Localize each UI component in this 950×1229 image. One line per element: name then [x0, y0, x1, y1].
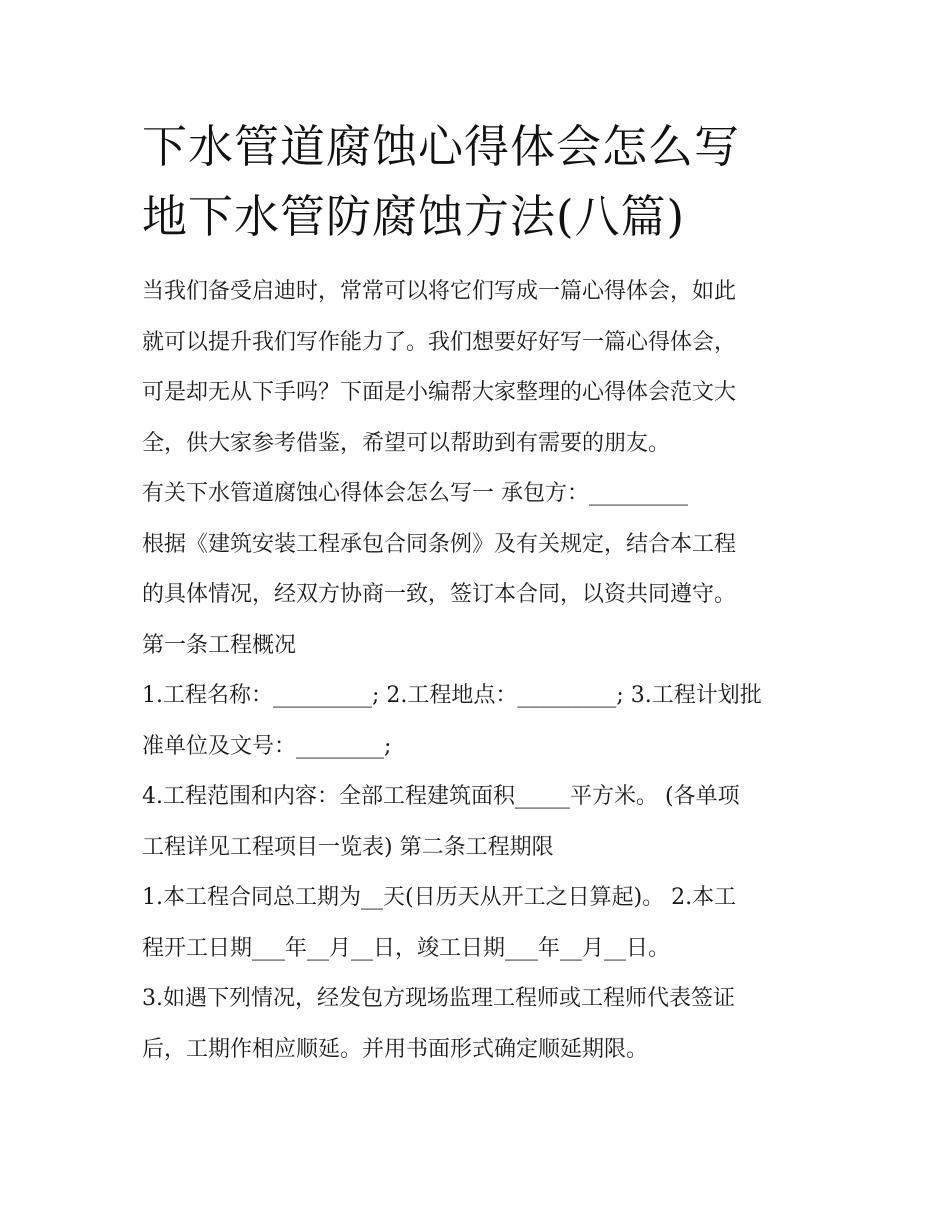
text-line: 1.本工程合同总工期为__天(日历天从开工之日算起)。 2.本工: [142, 885, 737, 910]
project-info-paragraph: [142, 671, 822, 772]
text-line: 3.如遇下列情况，经发包方现场监理工程师或工程师代表签证: [142, 986, 735, 1011]
project-period-paragraph: [142, 873, 822, 974]
text-line: 当我们备受启迪时，常常可以将它们写成一篇心得体会，如此: [142, 279, 737, 304]
text-line: 有关下水管道腐蚀心得体会怎么写一 承包方：_________: [142, 481, 688, 506]
title-line: 地下水管防腐蚀方法(八篇): [142, 190, 686, 243]
text-line: 工程详见工程项目一览表) 第二条工程期限: [142, 834, 554, 860]
text-line: 4.工程范围和内容：全部工程建筑面积_____平方米。 (各单项: [142, 784, 740, 809]
article-one-heading: [142, 621, 822, 672]
document-title: [142, 112, 822, 252]
document-page: [142, 112, 822, 1075]
text-line: 后，工期作相应顺延。并用书面形式确定顺延期限。: [142, 1036, 649, 1062]
section-heading-paragraph: [142, 469, 822, 520]
contract-basis-paragraph: [142, 520, 822, 621]
text-line: 1.工程名称：_________; 2.工程地点：_________; 3.工程计划批: [142, 683, 762, 708]
project-scope-paragraph: [142, 772, 822, 873]
text-line: 全，供大家参考借鉴，希望可以帮助到有需要的朋友。: [142, 430, 671, 456]
text-line: 根据《建筑安装工程承包合同条例》及有关规定，结合本工程: [142, 531, 737, 557]
extension-paragraph: [142, 974, 822, 1075]
title-line: 下水管道腐蚀心得体会怎么写: [142, 120, 741, 173]
text-line: 可是却无从下手吗？下面是小编帮大家整理的心得体会范文大: [142, 380, 737, 405]
intro-paragraph: [142, 267, 822, 469]
text-line: 就可以提升我们写作能力了。我们想要好好写一篇心得体会，: [142, 329, 737, 355]
text-line: 第一条工程概况: [142, 632, 297, 658]
text-line: 的具体情况，经双方协商一致，签订本合同，以资共同遵守。: [142, 582, 737, 607]
text-line: 程开工日期___年__月__日，竣工日期___年__月__日。: [142, 935, 671, 961]
text-line: 准单位及文号：________;: [142, 733, 392, 759]
document-body: [142, 267, 822, 1075]
